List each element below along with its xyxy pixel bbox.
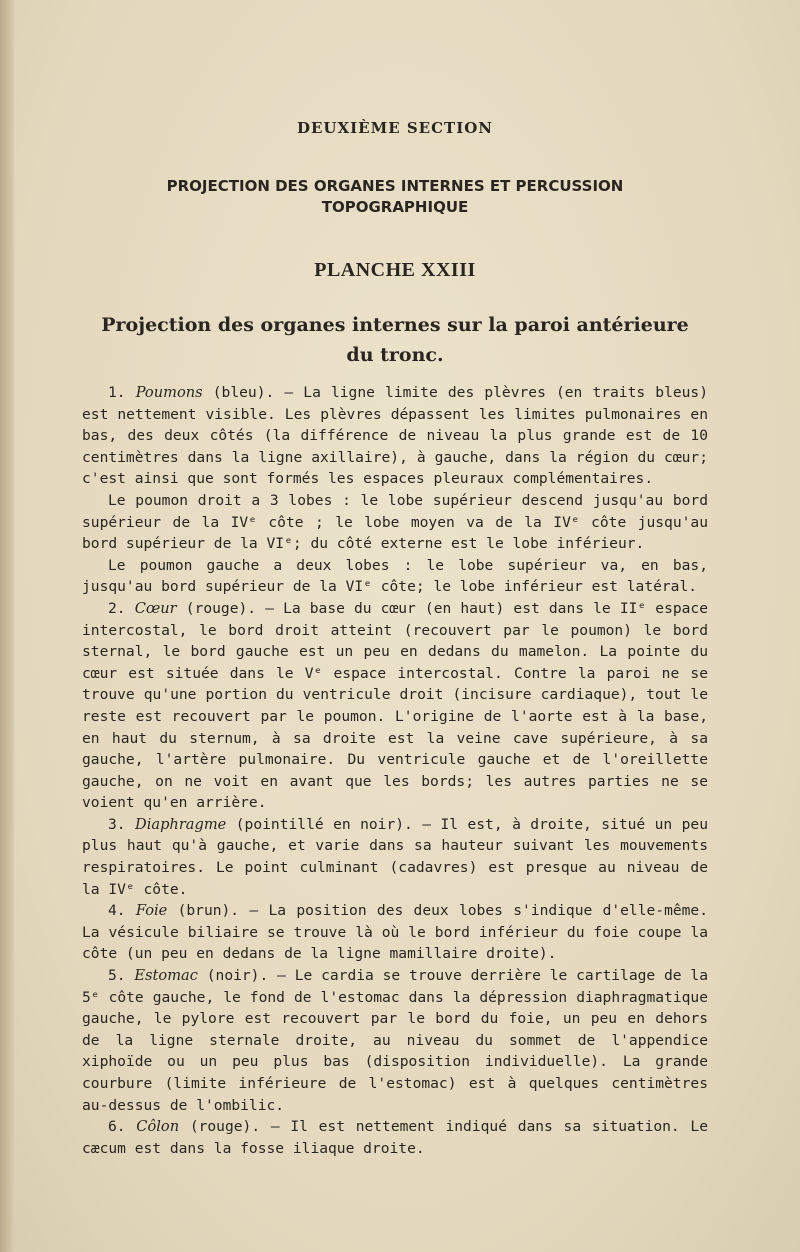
paragraph xyxy=(82,555,708,598)
item-number: 5. xyxy=(108,967,135,985)
paragraph-text: (noir). — Le cardia se trouve derrière le cartilage de la 5ᵉ côte gauche, le fond de l'estomac dans la dépression diaphragmatique gauche, le pylore est recouvert par le bord du foie, un peu en dehors de la ligne sternale droite, au niveau du sommet de l'appendice xiphoïde ou un peu plus bas (disposition individuelle). La grande courbure (limite inférieure de l'estomac) est à quelques centimètres au-dessus de l'ombilic. xyxy=(82,967,708,1114)
paragraph xyxy=(82,814,708,900)
paragraph-text: (rouge). — La base du cœur (en haut) est dans le IIᵉ espace intercostal, le bord droit atteint (recouvert par le poumon) le bord sternal, le bord gauche est un peu en dedans du mamelon. La pointe du cœur est située dans le Vᵉ espace intercostal. Contre la paroi ne se trouve qu'une portion du ventricule droit (incisure cardiaque), tout le reste est recouvert par le poumon. L'origine de l'aorte est à la base, en haut du sternum, à sa droite est la veine cave supérieure, à sa gauche, l'artère pulmonaire. Du ventricule gauche et de l'oreillette gauche, on ne voit en avant que les bords; les autres parties ne se voient qu'en arrière. xyxy=(82,599,709,812)
organ-term: Cœur xyxy=(134,599,177,617)
paragraph-text: (pointillé en noir). — Il est, à droite, situé un peu plus haut qu'à gauche, et varie dans sa hauteur suivant les mouvements respiratoires. Le point culminant (cadavres) est presque au niveau de la IVᵉ côte. xyxy=(82,815,708,898)
paragraph xyxy=(82,1116,708,1159)
item-number: 6. xyxy=(108,1118,137,1136)
plate-title: PLANCHE XXIII xyxy=(314,259,476,281)
body-text xyxy=(82,382,708,1159)
part-title-line-1: PROJECTION DES ORGANES INTERNES ET PERCUSSION xyxy=(166,177,624,195)
paragraph-text: Le poumon gauche a deux lobes : le lobe supérieur va, en bas, jusqu'au bord supérieur de la VIᵉ côte; le lobe inférieur est latéral. xyxy=(82,556,708,596)
heading-line-2: du tronc. xyxy=(346,344,444,366)
paragraph xyxy=(82,965,708,1116)
item-number: 4. xyxy=(108,902,136,920)
item-number: 2. xyxy=(108,599,135,617)
organ-term: Diaphragme xyxy=(135,815,227,833)
paragraph xyxy=(82,382,708,490)
organ-term: Poumons xyxy=(135,384,203,401)
paragraph-text: Le poumon droit a 3 lobes : le lobe supérieur descend jusqu'au bord supérieur de la IVᵉ côte ; le lobe moyen va de la IVᵉ côte jusqu'au bord supérieur de la VIᵉ; du côté externe est le lobe inférieur. xyxy=(82,491,708,553)
section-title: DEUXIÈME SECTION xyxy=(296,119,494,137)
paragraph xyxy=(82,900,708,965)
paragraph-text: (bleu). — La ligne limite des plèvres (en traits bleus) est nettement visible. Les plèvres dépassent les limites pulmonaires en bas, des deux côtés (la différence de niveau la plus grande est de 10 centimètres dans la ligne axillaire), à gauche, dans la région du cœur; c'est ainsi que sont formés les espaces pleuraux complémentaires. xyxy=(82,384,709,488)
item-number: 3. xyxy=(108,815,136,833)
paragraph-text: (brun). — La position des deux lobes s'indique d'elle-même. La vésicule biliaire se trouve là où le bord inférieur du foie coupe la côte (un peu en dedans de la ligne mamillaire droite). xyxy=(82,902,709,963)
paragraph xyxy=(82,490,708,555)
heading-line-1: Projection des organes internes sur la paroi antérieure xyxy=(101,314,689,336)
organ-term: Foie xyxy=(135,902,168,920)
part-title-line-2: TOPOGRAPHIQUE xyxy=(321,198,469,216)
paragraph xyxy=(82,598,708,814)
part-title xyxy=(82,176,708,218)
page-binding-edge xyxy=(0,0,14,1252)
item-number: 1. xyxy=(108,384,136,401)
paragraph-text: (rouge). — Il est nettement indiqué dans sa situation. Le cæcum est dans la fosse iliaque droite. xyxy=(82,1118,708,1157)
organ-term: Estomac xyxy=(134,967,198,985)
main-heading xyxy=(82,310,708,370)
document-page xyxy=(82,0,708,1252)
organ-term: Côlon xyxy=(136,1118,180,1136)
